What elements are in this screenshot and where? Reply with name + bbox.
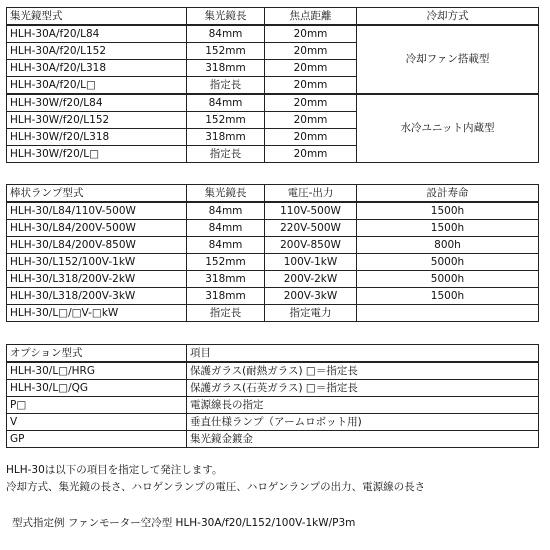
lamp-model: HLH-30/L84/110V-500W [7, 202, 187, 220]
header-cooling: 冷却方式 [357, 8, 539, 26]
mirror-length: 318mm [187, 60, 265, 77]
header-lamp-model: 棒状ランプ型式 [7, 185, 187, 203]
mirror-length: 152mm [187, 254, 265, 271]
focal-length: 20mm [265, 94, 357, 112]
mirror-length: 84mm [187, 25, 265, 43]
mirror-length: 84mm [187, 237, 265, 254]
lamp-rows [7, 202, 539, 322]
voltage-output: 指定電力 [265, 305, 357, 322]
focal-length: 20mm [265, 129, 357, 146]
mirror-group-water [7, 94, 539, 163]
table-row [7, 271, 539, 288]
table-row [7, 431, 539, 448]
voltage-output: 200V-850W [265, 237, 357, 254]
option-model: GP [7, 431, 187, 448]
table-row [7, 237, 539, 254]
design-life [357, 305, 539, 322]
option-item: 保護ガラス(石英ガラス) □＝指定長 [187, 380, 539, 397]
table-row [7, 362, 539, 380]
voltage-output: 110V-500W [265, 202, 357, 220]
mirror-model: HLH-30A/f20/L152 [7, 43, 187, 60]
design-life: 1500h [357, 202, 539, 220]
option-model: HLH-30/L□/HRG [7, 362, 187, 380]
mirror-length: 指定長 [187, 77, 265, 95]
design-life: 5000h [357, 271, 539, 288]
voltage-output: 200V-2kW [265, 271, 357, 288]
mirror-table [6, 7, 539, 163]
option-item: 集光鏡金鍍金 [187, 431, 539, 448]
design-life: 1500h [357, 288, 539, 305]
mirror-length: 84mm [187, 94, 265, 112]
focal-length: 20mm [265, 77, 357, 95]
focal-length: 20mm [265, 60, 357, 77]
header-mirror-length: 集光鏡長 [187, 185, 265, 203]
voltage-output: 220V-500W [265, 220, 357, 237]
focal-length: 20mm [265, 146, 357, 163]
table-row [7, 414, 539, 431]
mirror-model: HLH-30W/f20/L□ [7, 146, 187, 163]
header-item: 項目 [187, 345, 539, 363]
mirror-length: 152mm [187, 43, 265, 60]
mirror-length: 84mm [187, 220, 265, 237]
voltage-output: 100V-1kW [265, 254, 357, 271]
option-rows [7, 362, 539, 448]
lamp-model: HLH-30/L152/100V-1kW [7, 254, 187, 271]
table-row [7, 220, 539, 237]
table-row [7, 25, 539, 43]
table-row [7, 397, 539, 414]
mirror-length: 指定長 [187, 305, 265, 322]
option-item: 垂直仕様ランプ（アームロボット用) [187, 414, 539, 431]
option-model: V [7, 414, 187, 431]
lamp-model: HLH-30/L318/200V-3kW [7, 288, 187, 305]
mirror-length: 152mm [187, 112, 265, 129]
mirror-length: 318mm [187, 288, 265, 305]
voltage-output: 200V-3kW [265, 288, 357, 305]
header-option-model: オプション型式 [7, 345, 187, 363]
mirror-length: 84mm [187, 202, 265, 220]
option-table-header [7, 345, 539, 363]
header-mirror-length: 集光鏡長 [187, 8, 265, 26]
mirror-model: HLH-30W/f20/L152 [7, 112, 187, 129]
lamp-model: HLH-30/L84/200V-850W [7, 237, 187, 254]
lamp-model: HLH-30/L□/□V-□kW [7, 305, 187, 322]
header-mirror-model: 集光鏡型式 [7, 8, 187, 26]
design-life: 5000h [357, 254, 539, 271]
table-row [7, 254, 539, 271]
mirror-model: HLH-30W/f20/L318 [7, 129, 187, 146]
mirror-group-fan [7, 25, 539, 94]
table-row [7, 202, 539, 220]
header-voltage-output: 電圧-出力 [265, 185, 357, 203]
cooling-type: 冷却ファン搭載型 [357, 25, 539, 94]
table-row [7, 380, 539, 397]
header-design-life: 設計寿命 [357, 185, 539, 203]
design-life: 1500h [357, 220, 539, 237]
table-row [7, 288, 539, 305]
lamp-table-header [7, 185, 539, 203]
focal-length: 20mm [265, 25, 357, 43]
option-model: HLH-30/L□/QG [7, 380, 187, 397]
focal-length: 20mm [265, 112, 357, 129]
lamp-model: HLH-30/L318/200V-2kW [7, 271, 187, 288]
mirror-length: 318mm [187, 129, 265, 146]
model-example: 型式指定例 ファンモーター空冷型 HLH-30A/f20/L152/100V-1kW/P3m [12, 517, 356, 529]
header-focal-length: 焦点距離 [265, 8, 357, 26]
cooling-type: 水冷ユニット内蔵型 [357, 94, 539, 163]
mirror-model: HLH-30A/f20/L84 [7, 25, 187, 43]
mirror-table-header [7, 8, 539, 26]
order-note-line1: HLH-30は以下の項目を指定して発注します。 [6, 464, 223, 476]
mirror-length: 318mm [187, 271, 265, 288]
lamp-model: HLH-30/L84/200V-500W [7, 220, 187, 237]
option-item: 電源線長の指定 [187, 397, 539, 414]
design-life: 800h [357, 237, 539, 254]
lamp-table [6, 184, 539, 322]
table-row [7, 94, 539, 112]
focal-length: 20mm [265, 43, 357, 60]
mirror-model: HLH-30A/f20/L□ [7, 77, 187, 95]
table-row [7, 305, 539, 322]
order-note-line2: 冷却方式、集光鏡の長さ、ハロゲンランプの電圧、ハロゲンランプの出力、電源線の長さ [6, 481, 426, 493]
mirror-model: HLH-30A/f20/L318 [7, 60, 187, 77]
option-table [6, 344, 539, 448]
option-item: 保護ガラス(耐熱ガラス) □＝指定長 [187, 362, 539, 380]
mirror-model: HLH-30W/f20/L84 [7, 94, 187, 112]
option-model: P□ [7, 397, 187, 414]
mirror-length: 指定長 [187, 146, 265, 163]
